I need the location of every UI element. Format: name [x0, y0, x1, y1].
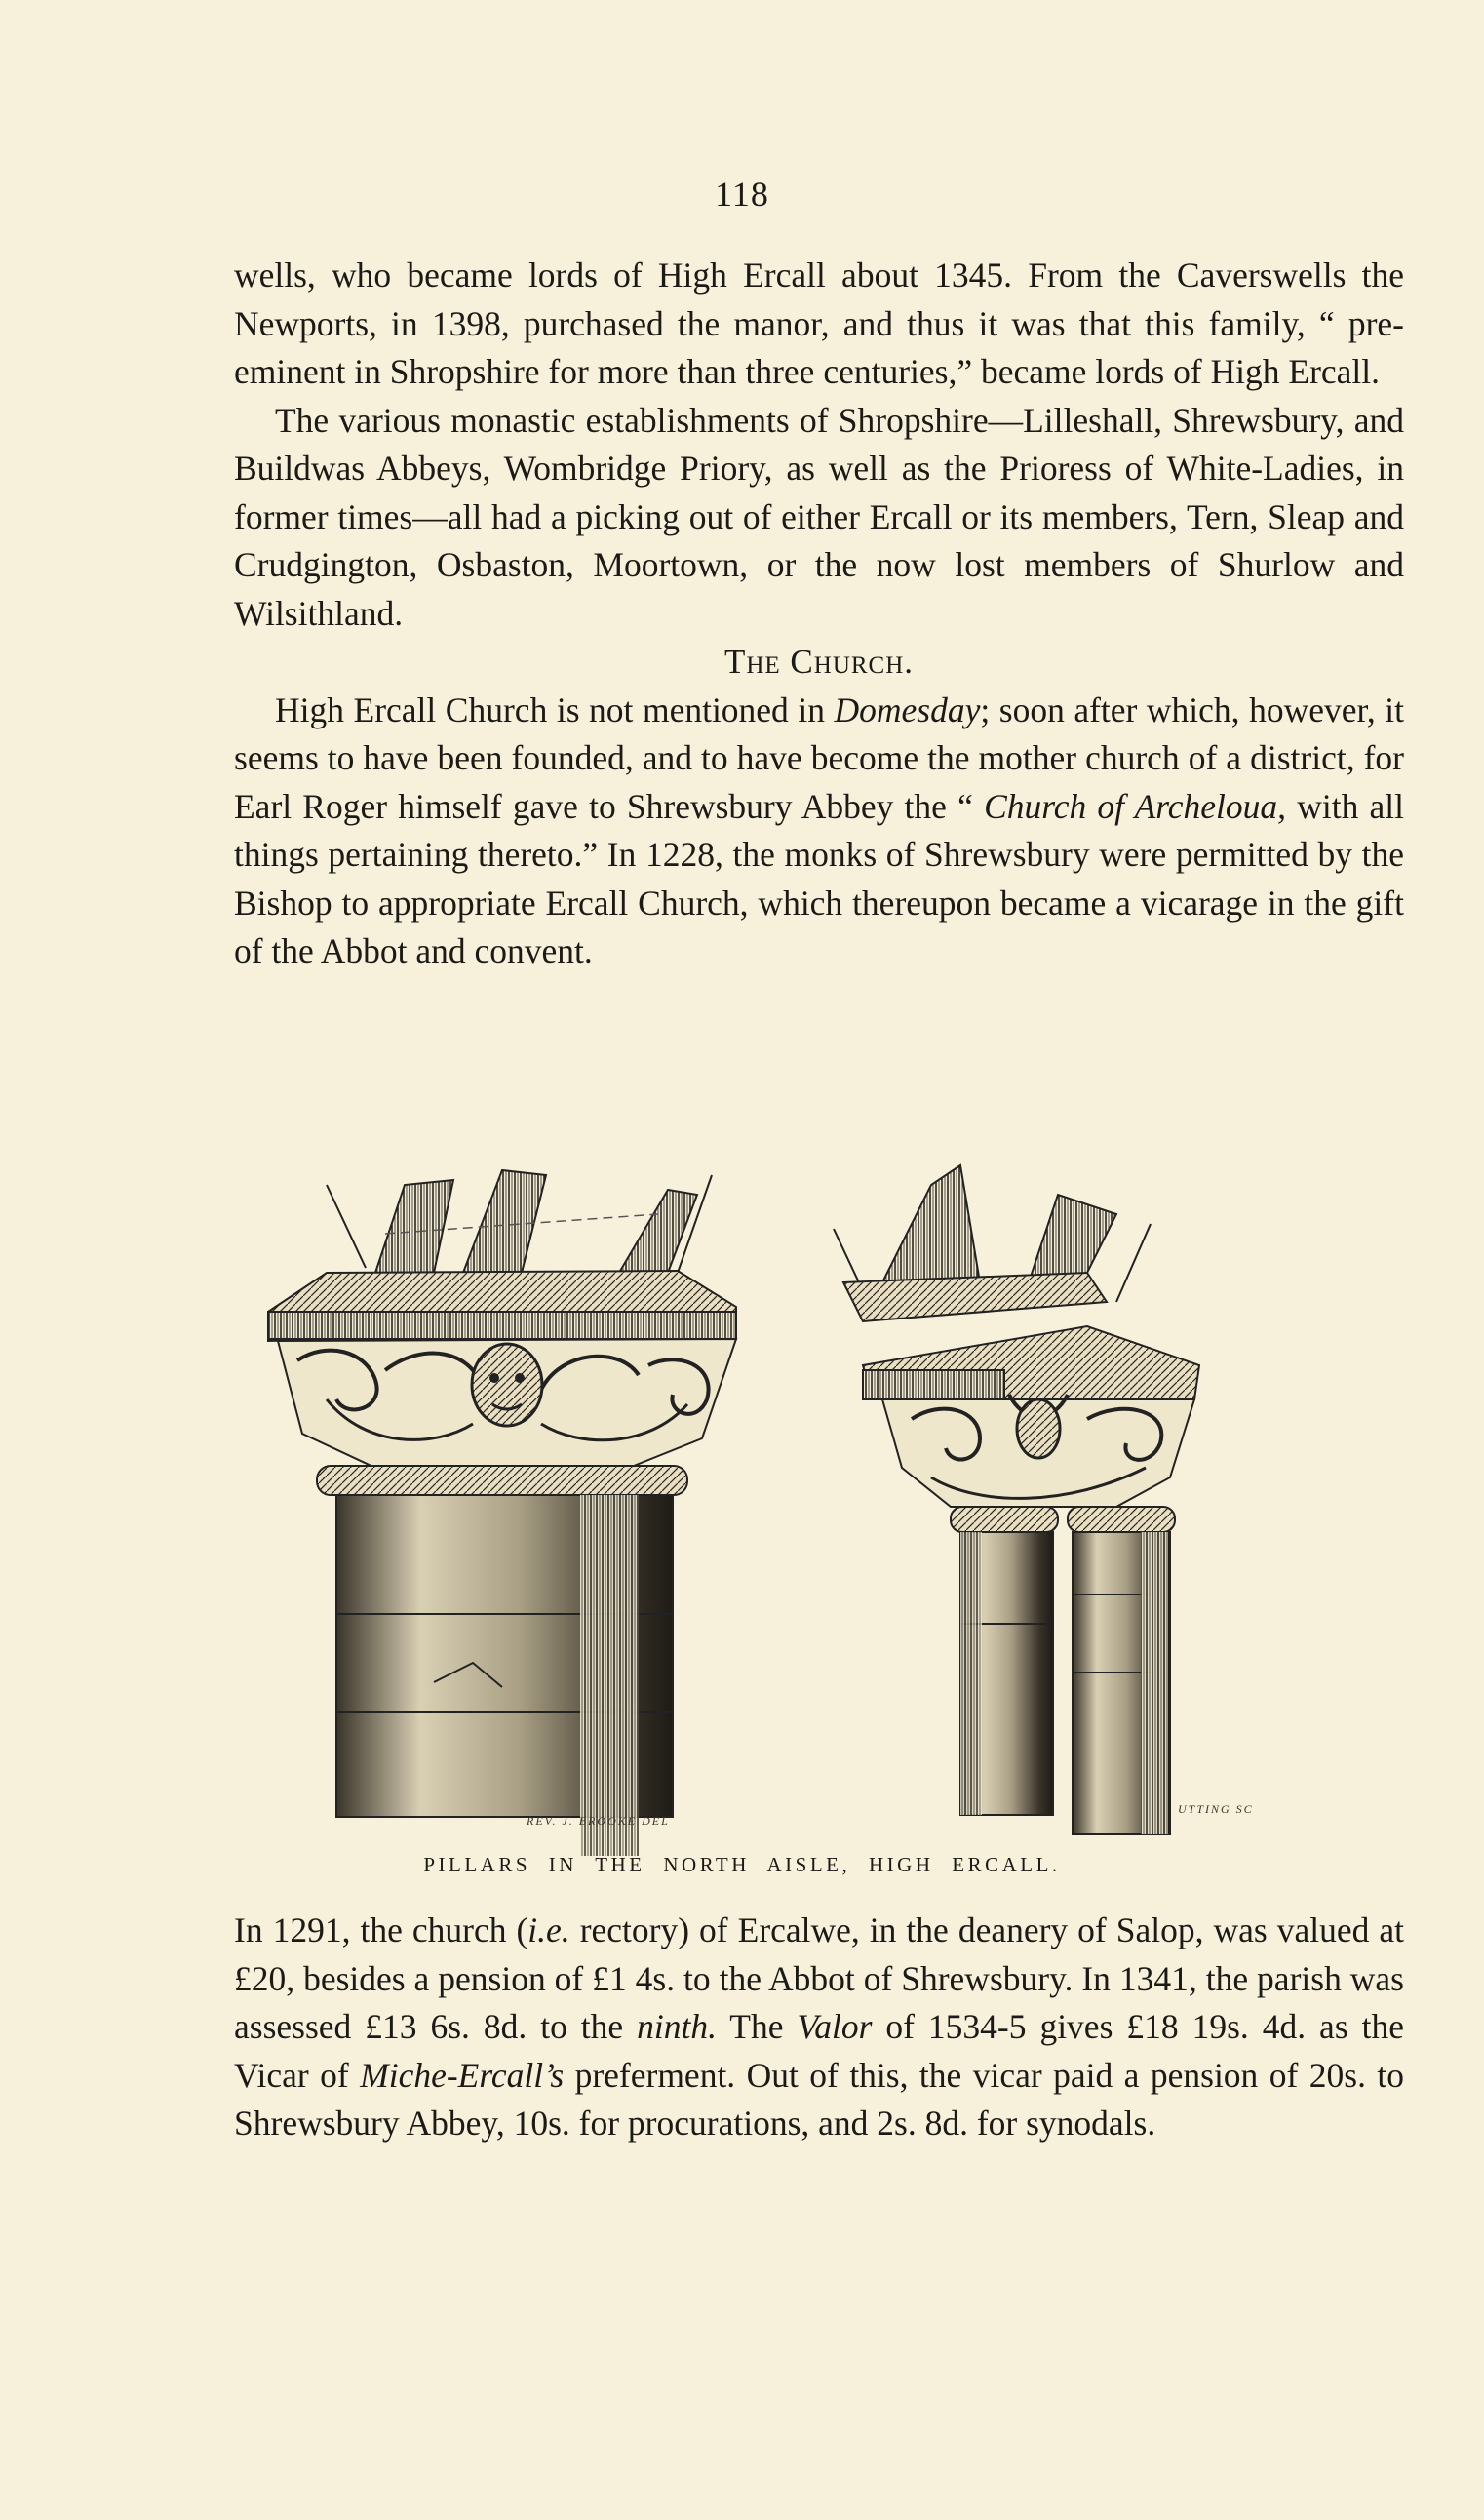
left-pillar-drawing [268, 1170, 736, 1856]
text-run: ; soon after which, however, it seems to have been founded, and to have become the mother church of a district, for Earl Roger himself gave to Shrewsbury Abbey the “ [234, 689, 1405, 826]
italic-valor: Valor [797, 2007, 873, 2046]
text-run: preferment. Out of this, the vicar paid a pension of 20s. to Shrewsbury Abbey, 10s. for procurations, and 2s. 8d. for synodals. [234, 2055, 1404, 2143]
text-run: High Ercall Church is not mentioned in [275, 689, 835, 729]
italic-domesday: Domesday [834, 689, 981, 729]
engraver-credit-right: UTTING SC [1178, 1802, 1254, 1816]
pillars-illustration [210, 1156, 1409, 1858]
figure-caption: PILLARS IN THE NORTH AISLE, HIGH ERCALL. [423, 1853, 1061, 1876]
text-run: The [716, 2007, 798, 2046]
top-text-block [234, 252, 1404, 976]
text-run: In 1291, the church ( [234, 1910, 528, 1949]
italic-church-of-archeloua: Church of Archeloua, [984, 786, 1287, 826]
italic-ie: i.e. [527, 1910, 570, 1949]
text-run: rectory) of Ercalwe, in the deanery of Salop, was valued at £20, besides a pension of £1 4s. to the Abbot of Shrewsbury. In 1341, the parish was assessed £13 6s. 8d. to the [234, 1910, 1404, 2046]
section-heading-church: The Church. [723, 643, 915, 681]
paragraph-church-history [234, 687, 1404, 976]
italic-ninth: ninth. [637, 2007, 717, 2046]
text-run: with all things pertaining thereto.” In 1228, the monks of Shrewsbury were permitted by the Bishop to appropriate Ercall Church, which thereupon became a vicarage in the gift of the Abbot and convent. [234, 786, 1404, 970]
italic-miche-ercall: Miche-Ercall’s [360, 2055, 565, 2095]
bottom-text-block [234, 1907, 1404, 2148]
page-number: 118 [715, 175, 769, 214]
engraver-credit-left: REV. J. BROOKE DEL [527, 1814, 670, 1828]
text-run: of 1534-5 gives £18 19s. 4d. as the Vicar of [234, 2007, 1404, 2095]
paragraph-newports: wells, who became lords of High Ercall about 1345. From the Caverswells the Newports, in 1398, purchased the manor, and thus it was that this family, “ pre-eminent in Shropshire for more than three centuries,” became lords of High Ercall. [234, 256, 1404, 391]
paragraph-valuations [234, 1907, 1404, 2148]
paragraph-monastic: The various monastic establishments of Shropshire—Lilleshall, Shrewsbury, and Buildwas Abbeys, Wombridge Priory, as well as the Prioress of White-Ladies, in former times—all had a picking out of either Ercall or its members, Tern, Sleap and Crudgington, Osbaston, Moortown, or the now lost members of Shurlow and Wilsithland. [234, 400, 1404, 633]
right-pillar-drawing [834, 1165, 1199, 1834]
